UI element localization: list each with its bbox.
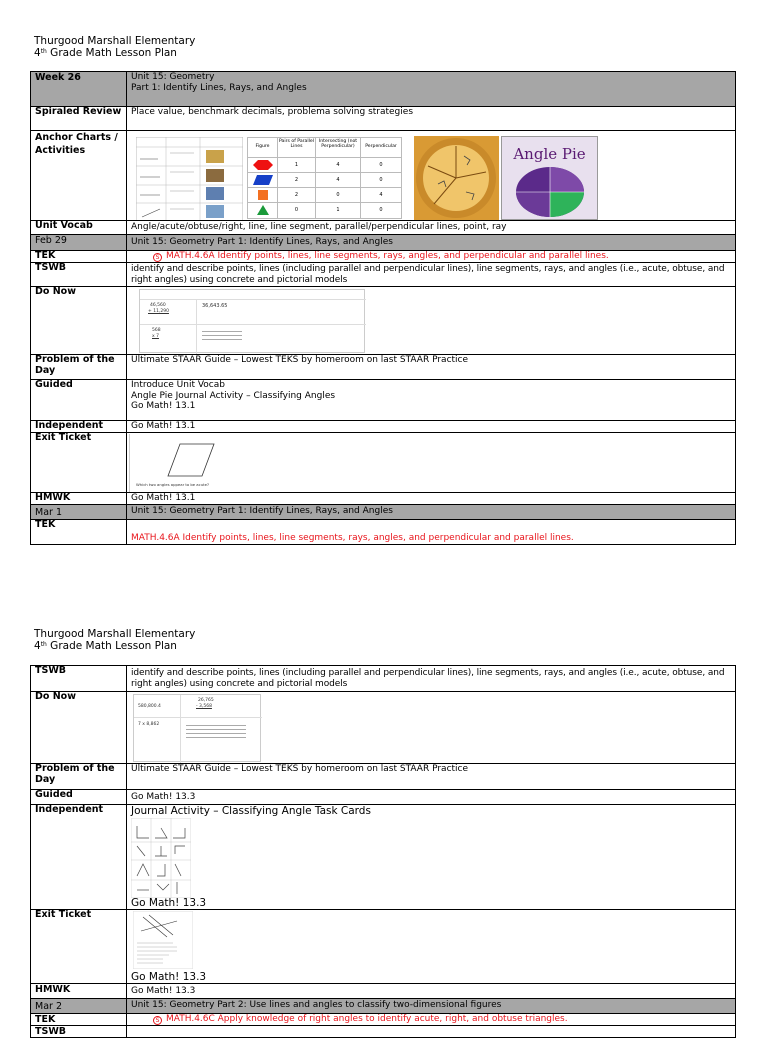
p2-exit-cell bbox=[127, 910, 736, 984]
figure-table-image: Figure Pairs of Parallel Lines Intersecting (not Perpendicular) Perpendicular 1 4 0 2 4 0 2 0 4 0 1 0 bbox=[247, 137, 402, 219]
angle-pie-title: Angle Pie bbox=[513, 145, 586, 163]
staar-s-icon-p2: S bbox=[153, 1016, 162, 1025]
parallelogram-shape-icon bbox=[253, 175, 273, 185]
plan-title-p2: 4th Grade Math Lesson Plan bbox=[34, 640, 177, 652]
week-unit: Unit 15: Geometry Part 1: Identify Lines, Rays, and Angles bbox=[127, 72, 736, 107]
angle-pie-plate-photo bbox=[414, 136, 499, 220]
p2-hmwk-text: Go Math! 13.3 bbox=[127, 984, 736, 999]
parallelogram-figure bbox=[166, 442, 216, 478]
p2-potd-label: Problem of the Day bbox=[31, 764, 127, 790]
feb29-hmwk-text: Go Math! 13.1 bbox=[127, 493, 736, 505]
feb29-tek-label: TEK bbox=[31, 251, 127, 263]
feb29-tswb-label: TSWB bbox=[31, 263, 127, 287]
mar2-unit: Unit 15: Geometry Part 2: Use lines and angles to classify two-dimensional figures bbox=[127, 999, 736, 1014]
feb29-tek-text: S MATH.4.6A Identify points, lines, line segments, rays, angles, and perpendicular and parallel lines. bbox=[127, 251, 736, 263]
hexagon-shape-icon bbox=[253, 160, 273, 170]
feb29-guided-text: Introduce Unit Vocab Angle Pie Journal Activity – Classifying Angles Go Math! 13.1 bbox=[127, 380, 736, 421]
exit-ticket-worksheet-image: Which two angles appear to be acute? bbox=[129, 434, 229, 492]
angle-pie-chart bbox=[515, 165, 585, 217]
mar2-tswb-text bbox=[127, 1026, 736, 1038]
feb29-independent-label: Independent bbox=[31, 421, 127, 433]
p2-exit-text: Go Math! 13.3 bbox=[131, 970, 207, 983]
page1-header bbox=[34, 35, 195, 59]
spiraled-review-text: Place value, benchmark decimals, problema solving strategies bbox=[127, 107, 736, 131]
staar-s-icon: S bbox=[153, 253, 162, 262]
feb29-exit-label: Exit Ticket bbox=[31, 433, 127, 493]
feb29-potd-label: Problem of the Day bbox=[31, 355, 127, 380]
p2-potd-text: Ultimate STAAR Guide – Lowest TEKS by homeroom on last STAAR Practice bbox=[127, 764, 736, 790]
p2-exit-ticket-image bbox=[133, 911, 193, 969]
p2-donow-label: Do Now bbox=[31, 692, 127, 764]
feb29-potd-text: Ultimate STAAR Guide – Lowest TEKS by homeroom on last STAAR Practice bbox=[127, 355, 736, 380]
school-name: Thurgood Marshall Elementary bbox=[34, 35, 196, 47]
angle-task-cards-image bbox=[131, 818, 191, 898]
p2-guided-label: Guided bbox=[31, 790, 127, 805]
feb29-donow-label: Do Now bbox=[31, 287, 127, 355]
mar2-date: Mar 2 bbox=[31, 999, 127, 1014]
mar1-unit: Unit 15: Geometry Part 1: Identify Lines, Rays, and Angles bbox=[127, 505, 736, 520]
mar1-tek-text: MATH.4.6A Identify points, lines, line segments, rays, angles, and perpendicular and parallel lines. bbox=[127, 520, 736, 545]
lesson-plan-table-page2 bbox=[30, 665, 736, 1038]
anchor-charts-label: Anchor Charts / Activities bbox=[31, 131, 127, 221]
p2-independent-line2: Go Math! 13.3 bbox=[131, 896, 207, 909]
plan-title: 4th Grade Math Lesson Plan bbox=[34, 47, 177, 59]
feb29-guided-label: Guided bbox=[31, 380, 127, 421]
anchor-charts-images bbox=[127, 131, 736, 221]
mar2-tek-text: S MATH.4.6C Apply knowledge of right angles to identify acute, right, and obtuse triangles. bbox=[127, 1014, 736, 1026]
feb29-hmwk-label: HMWK bbox=[31, 493, 127, 505]
feb29-date: Feb 29 bbox=[31, 235, 127, 251]
p2-donow-image bbox=[127, 692, 736, 764]
mar1-tek-label: TEK bbox=[31, 520, 127, 545]
p2-tswb-label: TSWB bbox=[31, 666, 127, 692]
feb29-independent-text: Go Math! 13.1 bbox=[127, 421, 736, 433]
school-name-p2: Thurgood Marshall Elementary bbox=[34, 628, 196, 640]
p2-independent-label: Independent bbox=[31, 805, 127, 910]
square-shape-icon bbox=[257, 190, 269, 200]
unit-vocab-label: Unit Vocab bbox=[31, 221, 127, 235]
p2-tswb-text: identify and describe points, lines (including parallel and perpendicular lines), line segments, rays, and angles (i.e., acute, obtuse, and right angles) using concrete and pictorial models bbox=[127, 666, 736, 692]
p2-hmwk-label: HMWK bbox=[31, 984, 127, 999]
p2-independent-cell bbox=[127, 805, 736, 910]
p2-independent-line1: Journal Activity – Classifying Angle Task Cards bbox=[131, 805, 371, 817]
mar2-tswb-label: TSWB bbox=[31, 1026, 127, 1038]
feb29-donow-image bbox=[127, 287, 736, 355]
spiraled-review-label: Spiraled Review bbox=[31, 107, 127, 131]
feb29-unit: Unit 15: Geometry Part 1: Identify Lines, Rays, and Angles bbox=[127, 235, 736, 251]
feb29-tswb-text: identify and describe points, lines (including parallel and perpendicular lines), line segments, rays, and angles (i.e., acute, obtuse, and right angles) using concrete and pictorial models bbox=[127, 263, 736, 287]
p2-guided-text: Go Math! 13.3 bbox=[127, 790, 736, 805]
unit-vocab-text: Angle/acute/obtuse/right, line, line segment, parallel/perpendicular lines, point, ray bbox=[127, 221, 736, 235]
page2-header bbox=[34, 628, 195, 652]
p2-exit-label: Exit Ticket bbox=[31, 910, 127, 984]
week-label: Week 26 bbox=[31, 72, 127, 107]
p2-donow-worksheet-image: 580,800.4 26,765 - 3,568 7 x 8,862 bbox=[133, 694, 261, 762]
lesson-plan-table-page1 bbox=[30, 71, 736, 545]
donow-worksheet-image: 46,560 + 11,290 36,643.65 568 x 7 bbox=[139, 289, 365, 353]
feb29-exit-image bbox=[127, 433, 736, 493]
angle-pie-graphic bbox=[501, 136, 598, 220]
mar2-tek-label: TEK bbox=[31, 1014, 127, 1026]
triangle-shape-icon bbox=[257, 205, 269, 215]
mar1-date: Mar 1 bbox=[31, 505, 127, 520]
vocab-chart-image bbox=[136, 137, 243, 221]
